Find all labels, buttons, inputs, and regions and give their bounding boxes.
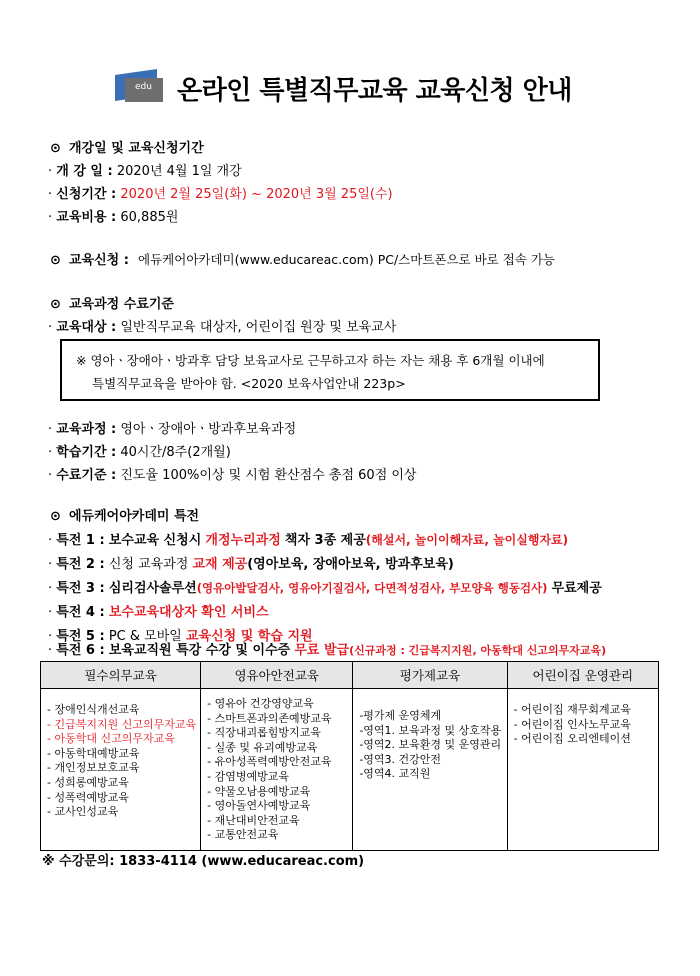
apply-site-text: 에듀케어아카데미(www.educareac.com) PC/스마트폰으로 바로 접속 가능: [138, 252, 555, 267]
edu-logo: [115, 70, 163, 106]
list-item: - 교사인성교육: [47, 805, 119, 819]
term-line: · 학습기간 : 40시간/8주(2개월): [48, 445, 231, 460]
fee-line: · 교육비용 : 60,885원: [48, 210, 179, 225]
open-date-line: · 개 강 일 : 2020년 4월 1일 개강: [48, 164, 242, 179]
list-item: - 교통안전교육: [207, 828, 279, 842]
list-item: - 어린이집 재무회계교육: [513, 703, 631, 716]
notice-box: [60, 339, 600, 401]
criteria-line: · 수료기준 : 진도율 100%이상 및 시험 환산점수 총점 60점 이상: [48, 468, 417, 483]
list-item: - 실종 및 유괴예방교육: [207, 740, 318, 754]
list-item: -영역1. 보육과정 및 상호작용: [359, 723, 502, 737]
target-icon: ⊙: [50, 253, 61, 268]
benefit-4: · 특전 4 : 보수교육대상자 확인 서비스: [48, 605, 269, 620]
section-course-title: ⊙ 교육과정 수료기준: [50, 297, 174, 312]
target-icon: ⊙: [50, 509, 61, 524]
benefit-2: · 특전 2 : 신청 교육과정 교재 제공(영아보육, 장애아보육, 방과후보육): [48, 557, 454, 572]
section-benefit-title: ⊙ 에듀케어아카데미 특전: [50, 509, 200, 524]
header-safety: 영유아안전교육: [201, 662, 353, 689]
course-line: · 교육과정 : 영아ㆍ장애아ㆍ방과후보육과정: [48, 422, 297, 437]
list-item: -영역3. 건강안전: [359, 752, 442, 766]
notice-line-1: ※ 영아ㆍ장애아ㆍ방과후 담당 보육교사로 근무하고자 하는 자는 채용 후 6개월 이내에: [76, 353, 545, 368]
col-evaluation: [353, 689, 507, 851]
section-schedule-title: ⊙ 개강일 및 교육신청기간: [50, 141, 204, 156]
list-item: - 유아성폭력예방안전교육: [207, 755, 332, 769]
benefit-3: · 특전 3 : 심리검사솔루션(영유아발달검사, 영유아기질검사, 다면적성검사, 부모양육 행동검사) 무료제공: [48, 581, 602, 596]
list-item: - 성폭력예방교육: [47, 790, 129, 804]
list-item: - 영아돌연사예방교육: [207, 799, 311, 813]
list-item: - 아동학대 신고의무자교육: [47, 732, 175, 746]
header-management: 어린이집 운영관리: [507, 662, 658, 689]
contact-footer: ※ 수강문의: 1833-4114 (www.educareac.com): [42, 854, 365, 869]
logo-text: edu: [135, 82, 152, 92]
header: [115, 66, 572, 110]
notice-line-2: 특별직무교육을 받아야 함. <2020 보육사업안내 223p>: [92, 376, 406, 391]
list-item: - 약물오남용예방교육: [207, 784, 311, 798]
list-item: - 아동학대예방교육: [47, 746, 140, 760]
col-safety: [201, 689, 353, 851]
benefit-6: · 특전 6 : 보육교직원 특강 수강 및 이수증 무료 발급(신규과정 : 긴급복지지원, 아동학대 신고의무자교육): [48, 643, 607, 658]
page-title: 온라인 특별직무교육 교육신청 안내: [177, 75, 572, 106]
list-item: - 성희롱예방교육: [47, 775, 129, 789]
target-icon: ⊙: [50, 141, 61, 156]
list-item: - 스마트폰과의존예방교육: [207, 711, 332, 725]
list-item: - 장애인식개선교육: [47, 703, 140, 716]
section-apply-title: ⊙ 교육신청 : 에듀케어아카데미(www.educareac.com) PC/스마트폰으로 바로 접속 가능: [50, 252, 555, 268]
col-management: [507, 689, 658, 851]
list-item: - 어린이집 인사노무교육: [513, 717, 631, 731]
list-item: -영역2. 보육환경 및 운영관리: [359, 738, 502, 752]
list-item: -평가제 운영체계: [359, 709, 442, 722]
list-item: -영역4. 교직원: [359, 767, 431, 781]
list-item: - 감염병예방교육: [207, 769, 289, 783]
list-item: - 영유아 건강영양교육: [207, 697, 314, 710]
header-evaluation: 평가제교육: [353, 662, 507, 689]
list-item: - 어린이집 오리엔테이션: [513, 732, 631, 746]
target-line: · 교육대상 : 일반직무교육 대상자, 어린이집 원장 및 보육교사: [48, 320, 397, 335]
benefit-1: · 특전 1 : 보수교육 신청시 개정누리과정 책자 3종 제공(해설서, 놀이이해자료, 놀이실행자료): [48, 533, 569, 548]
list-item: - 긴급복지지원 신고의무자교육: [47, 717, 197, 731]
target-icon: ⊙: [50, 297, 61, 312]
col-mandatory: [41, 689, 201, 851]
header-mandatory: 필수의무교육: [41, 662, 201, 689]
apply-period-line: · 신청기간 : 2020년 2월 25일(화) ~ 2020년 3월 25일(수): [48, 187, 393, 202]
list-item: - 직장내괴롭힘방지교육: [207, 726, 321, 740]
benefit-5: · 특전 5 : PC & 모바일 교육신청 및 학습 지원: [48, 629, 313, 644]
course-table: [40, 661, 659, 851]
list-item: - 개인정보보호교육: [47, 761, 140, 775]
list-item: - 재난대비안전교육: [207, 813, 300, 827]
